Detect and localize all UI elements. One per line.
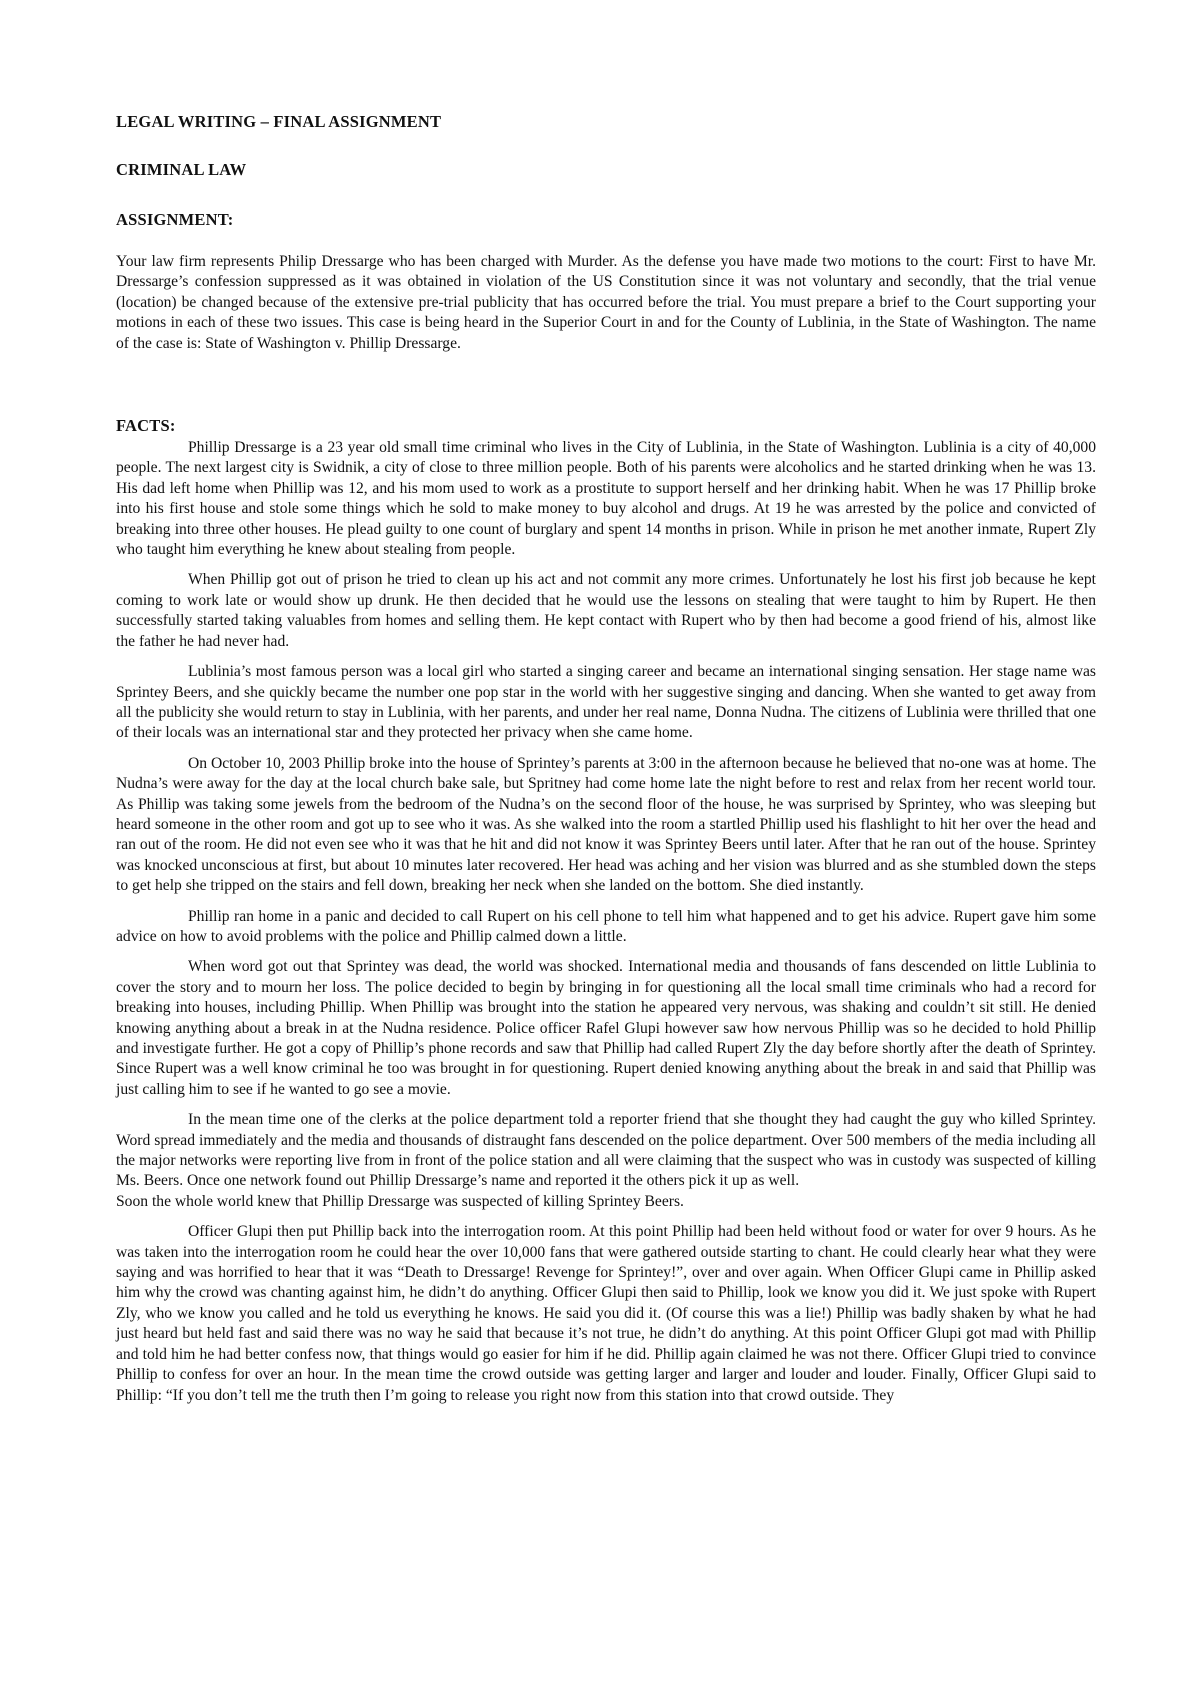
facts-paragraph: Soon the whole world knew that Phillip Dressarge was suspected of killing Sprintey Beers. — [116, 1192, 684, 1210]
facts-section — [116, 438, 1096, 1406]
document-title: LEGAL WRITING – FINAL ASSIGNMENT — [116, 112, 442, 131]
document-page — [116, 112, 1096, 1406]
facts-paragraph: Phillip Dressarge is a 23 year old small time criminal who lives in the City of Lublinia, in the State of Washington. Lublinia is a city of 40,000 people. The next largest city is Swidnik, a city of close to three million people. Both of his parents were alcoholics and he started drinking when he was 13. His dad left home when Phillip was 12, and his mom used to work as a prostitute to support herself and her drinking habit. When he was 17 Phillip broke into his first house and stole some things which he sold to make money to buy alcohol and drugs. At 19 he was arrested by the police and convicted of breaking into three other houses. He plead guilty to one count of burglary and spent 14 months in prison. While in prison he met another inmate, Rupert Zly who taught him everything he knew about stealing from people. — [116, 439, 1096, 559]
facts-paragraph: When Phillip got out of prison he tried to clean up his act and not commit any more crimes. Unfortunately he lost his first job because he kept coming to work late or would show up drunk. He then decided that he would use the lessons on stealing that were taught to him by Rupert. He then successfully started taking valuables from homes and selling them. He kept contact with Rupert who by then had become a good friend of his, almost like the father he had never had. — [116, 571, 1096, 650]
facts-paragraph: Officer Glupi then put Phillip back into the interrogation room. At this point Phillip had been held without food or water for over 9 hours. As he was taken into the interrogation room he could hear the over 10,000 fans that were gathered outside starting to chant. He could clearly hear what they were saying and was horrified to hear that it was “Death to Dressarge! Revenge for Sprintey!”, over and over again. When Officer Glupi came in Phillip asked him why the crowd was chanting against him, he didn’t do anything. Officer Glupi then said to Phillip, look we know you did it. We just spoke with Rupert Zly, who we know you called and he told us everything he knows. He said you did it. (Of course this was a lie!) Phillip was badly shaken by what he had just heard but held fast and said there was no way he said that because it’s not true, he didn’t do anything. At this point Officer Glupi got mad with Phillip and told him he had better confess now, that things would go easier for him if he did. Phillip again claimed he was not there. Officer Glupi tried to convince Phillip to confess for over an hour. In the mean time the crowd outside was getting larger and larger and louder and louder. Finally, Officer Glupi said to Phillip: “If you don’t tell me the truth then I’m going to release you right now from this station into that crowd outside. They — [116, 1223, 1096, 1404]
facts-paragraph: Phillip ran home in a panic and decided to call Rupert on his cell phone to tell him what happened and to get his advice. Rupert gave him some advice on how to avoid problems with the police and Phillip calmed down a little. — [116, 907, 1096, 945]
assignment-heading: ASSIGNMENT: — [116, 210, 234, 229]
facts-paragraph: In the mean time one of the clerks at the police department told a reporter friend that she thought they had caught the guy who killed Sprintey. Word spread immediately and the media and thousands of distraught fans descended on the police department. Over 500 members of the media including all the major networks were reporting live from in front of the police station and all were claiming that the suspect who was in custody was suspected of killing Ms. Beers. Once one network found out Phillip Dressarge’s name and reported it the others pick it up as well. — [116, 1111, 1096, 1190]
facts-heading: FACTS: — [116, 416, 176, 436]
facts-paragraph: On October 10, 2003 Phillip broke into the house of Sprintey’s parents at 3:00 in the afternoon because he believed that no-one was at home. The Nudna’s were away for the day at the local church bake sale, but Spritney had come home late the night before to rest and relax from her recent world tour. As Phillip was taking some jewels from the bedroom of the Nudna’s on the second floor of the house, he was surprised by Sprintey, who was sleeping but heard someone in the other room and got up to see who it was. As she walked into the room a startled Phillip used his flashlight to hit her over the head and ran out of the room. He did not even see who it was that he hit and did not know it was Sprintey Beers until later. After that he ran out of the house. Sprintey was knocked unconscious at first, but about 10 minutes later recovered. Her head was aching and her vision was blurred and as she stumbled down the steps to get help she tripped on the stairs and fell down, breaking her neck when she landed on the bottom. She died instantly. — [116, 754, 1096, 895]
facts-paragraph: Lublinia’s most famous person was a local girl who started a singing career and became an international singing sensation. Her stage name was Sprintey Beers, and she quickly became the number one pop star in the world with her suggestive singing and dancing. When she wanted to get away from all the publicity she would return to stay in Lublinia, with her parents, and under her real name, Donna Nudna. The citizens of Lublinia were thrilled that one of their locals was an international star and they protected her privacy when she came home. — [116, 663, 1096, 742]
assignment-paragraph: Your law firm represents Philip Dressarge who has been charged with Murder. As the defense you have made two motions to the court: First to have Mr. Dressarge’s confession suppressed as it was obtained in violation of the US Constitution since it was not voluntary and secondly, that the trial venue (location) be changed because of the extensive pre-trial publicity that has occurred before the trial. You must prepare a brief to the Court supporting your motions in each of these two issues. This case is being heard in the Superior Court in and for the County of Lublinia, in the State of Washington. The name of the case is: State of Washington v. Phillip Dressarge. — [116, 253, 1096, 352]
subject-heading: CRIMINAL LAW — [116, 160, 247, 179]
facts-paragraph: When word got out that Sprintey was dead, the world was shocked. International media and thousands of fans descended on little Lublinia to cover the story and to mourn her loss. The police decided to begin by bringing in for questioning all the local small time criminals who had a record for breaking into houses, including Phillip. When Phillip was brought into the station he appeared very nervous, was shaking and couldn’t sit still. He denied knowing anything about a break in at the Nudna residence. Police officer Rafel Glupi however saw how nervous Phillip was so he decided to hold Phillip and investigate further. He got a copy of Phillip’s phone records and saw that Phillip had called Rupert Zly the day before shortly after the death of Sprintey. Since Rupert was a well know criminal he too was brought in for questioning. Rupert denied knowing anything about the break in and said that Phillip was just calling him to see if he wanted to go see a movie. — [116, 958, 1096, 1098]
